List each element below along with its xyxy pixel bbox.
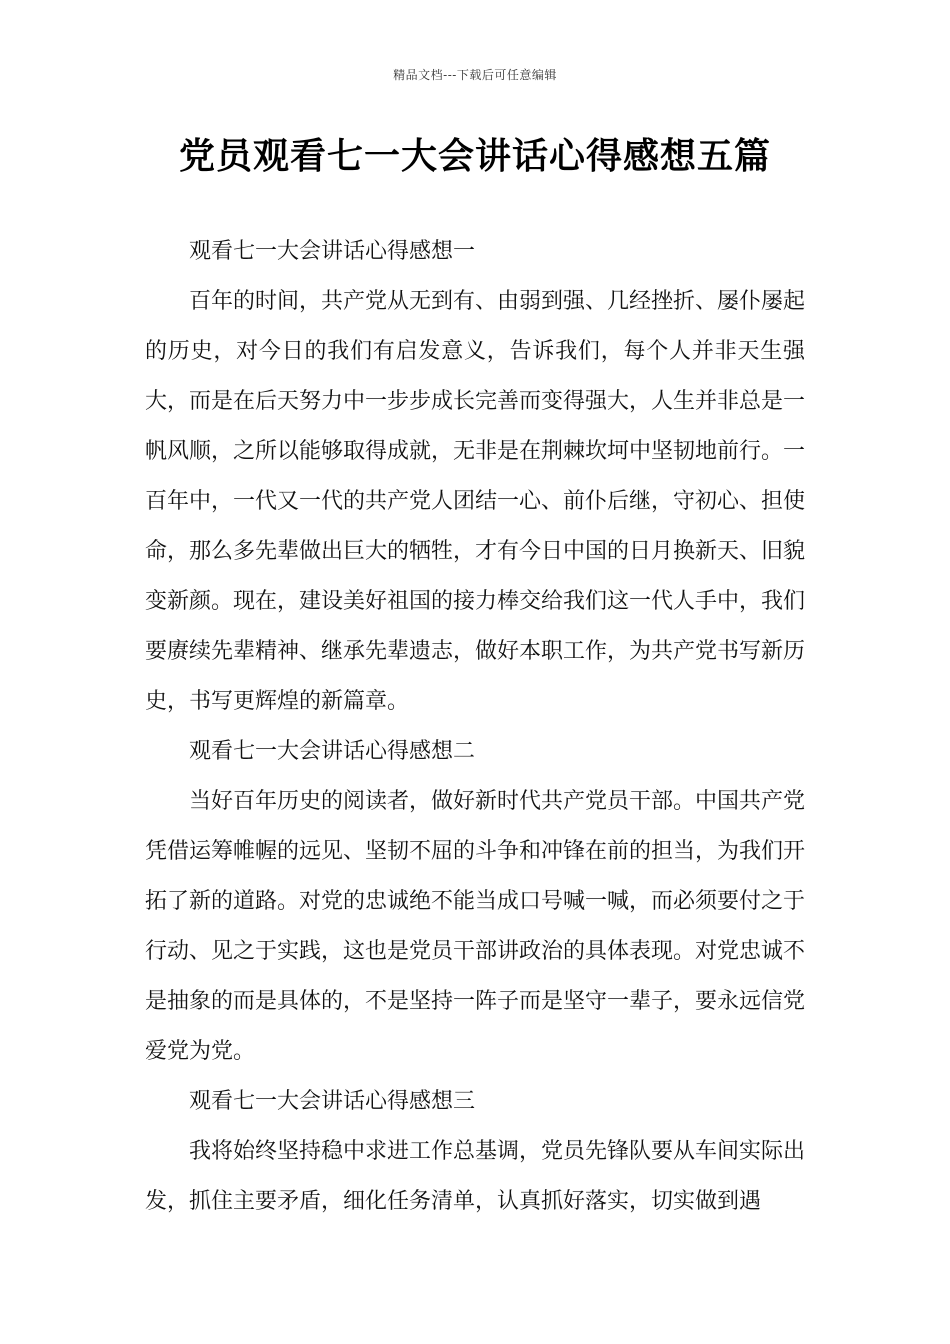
section-heading-1: 观看七一大会讲话心得感想一 bbox=[189, 239, 476, 264]
document-title: 党员观看七一大会讲话心得感想五篇 bbox=[178, 136, 771, 177]
section-heading-3: 观看七一大会讲话心得感想三 bbox=[189, 1089, 476, 1114]
section-paragraph-3: 我将始终坚持稳中求进工作总基调，党员先锋队要从车间实际出发，抓住主要矛盾，细化任务清单，认真抓好落实，切实做到遇 bbox=[145, 1139, 806, 1214]
section-paragraph-2: 当好百年历史的阅读者，做好新时代共产党员干部。中国共产党凭借运筹帷幄的远见、坚韧不屈的斗争和冲锋在前的担当，为我们开拓了新的道路。对党的忠诚绝不能当成口号喊一喊，而必须要付之于行动、见之于实践，这也是党员干部讲政治的具体表现。对党忠诚不是抽象的而是具体的，不是坚持一阵子而是坚守一辈子，要永远信党爱党为党。 bbox=[145, 789, 806, 1064]
header-note: 精品文档---下载后可任意编辑 bbox=[393, 68, 557, 82]
section-paragraph-1: 百年的时间，共产党从无到有、由弱到强、几经挫折、屡仆屡起的历史，对今日的我们有启发意义，告诉我们，每个人并非天生强大，而是在后天努力中一步步成长完善而变得强大，人生并非总是一帆风顺，之所以能够取得成就，无非是在荆棘坎坷中坚韧地前行。一百年中，一代又一代的共产党人团结一心、前仆后继，守初心、担使命，那么多先辈做出巨大的牺牲，才有今日中国的日月换新天、旧貌变新颜。现在，建设美好祖国的接力棒交给我们这一代人手中，我们要赓续先辈精神、继承先辈遗志，做好本职工作，为共产党书写新历史，书写更辉煌的新篇章。 bbox=[145, 289, 806, 714]
section-heading-2: 观看七一大会讲话心得感想二 bbox=[189, 739, 476, 764]
document-body bbox=[145, 227, 805, 1227]
